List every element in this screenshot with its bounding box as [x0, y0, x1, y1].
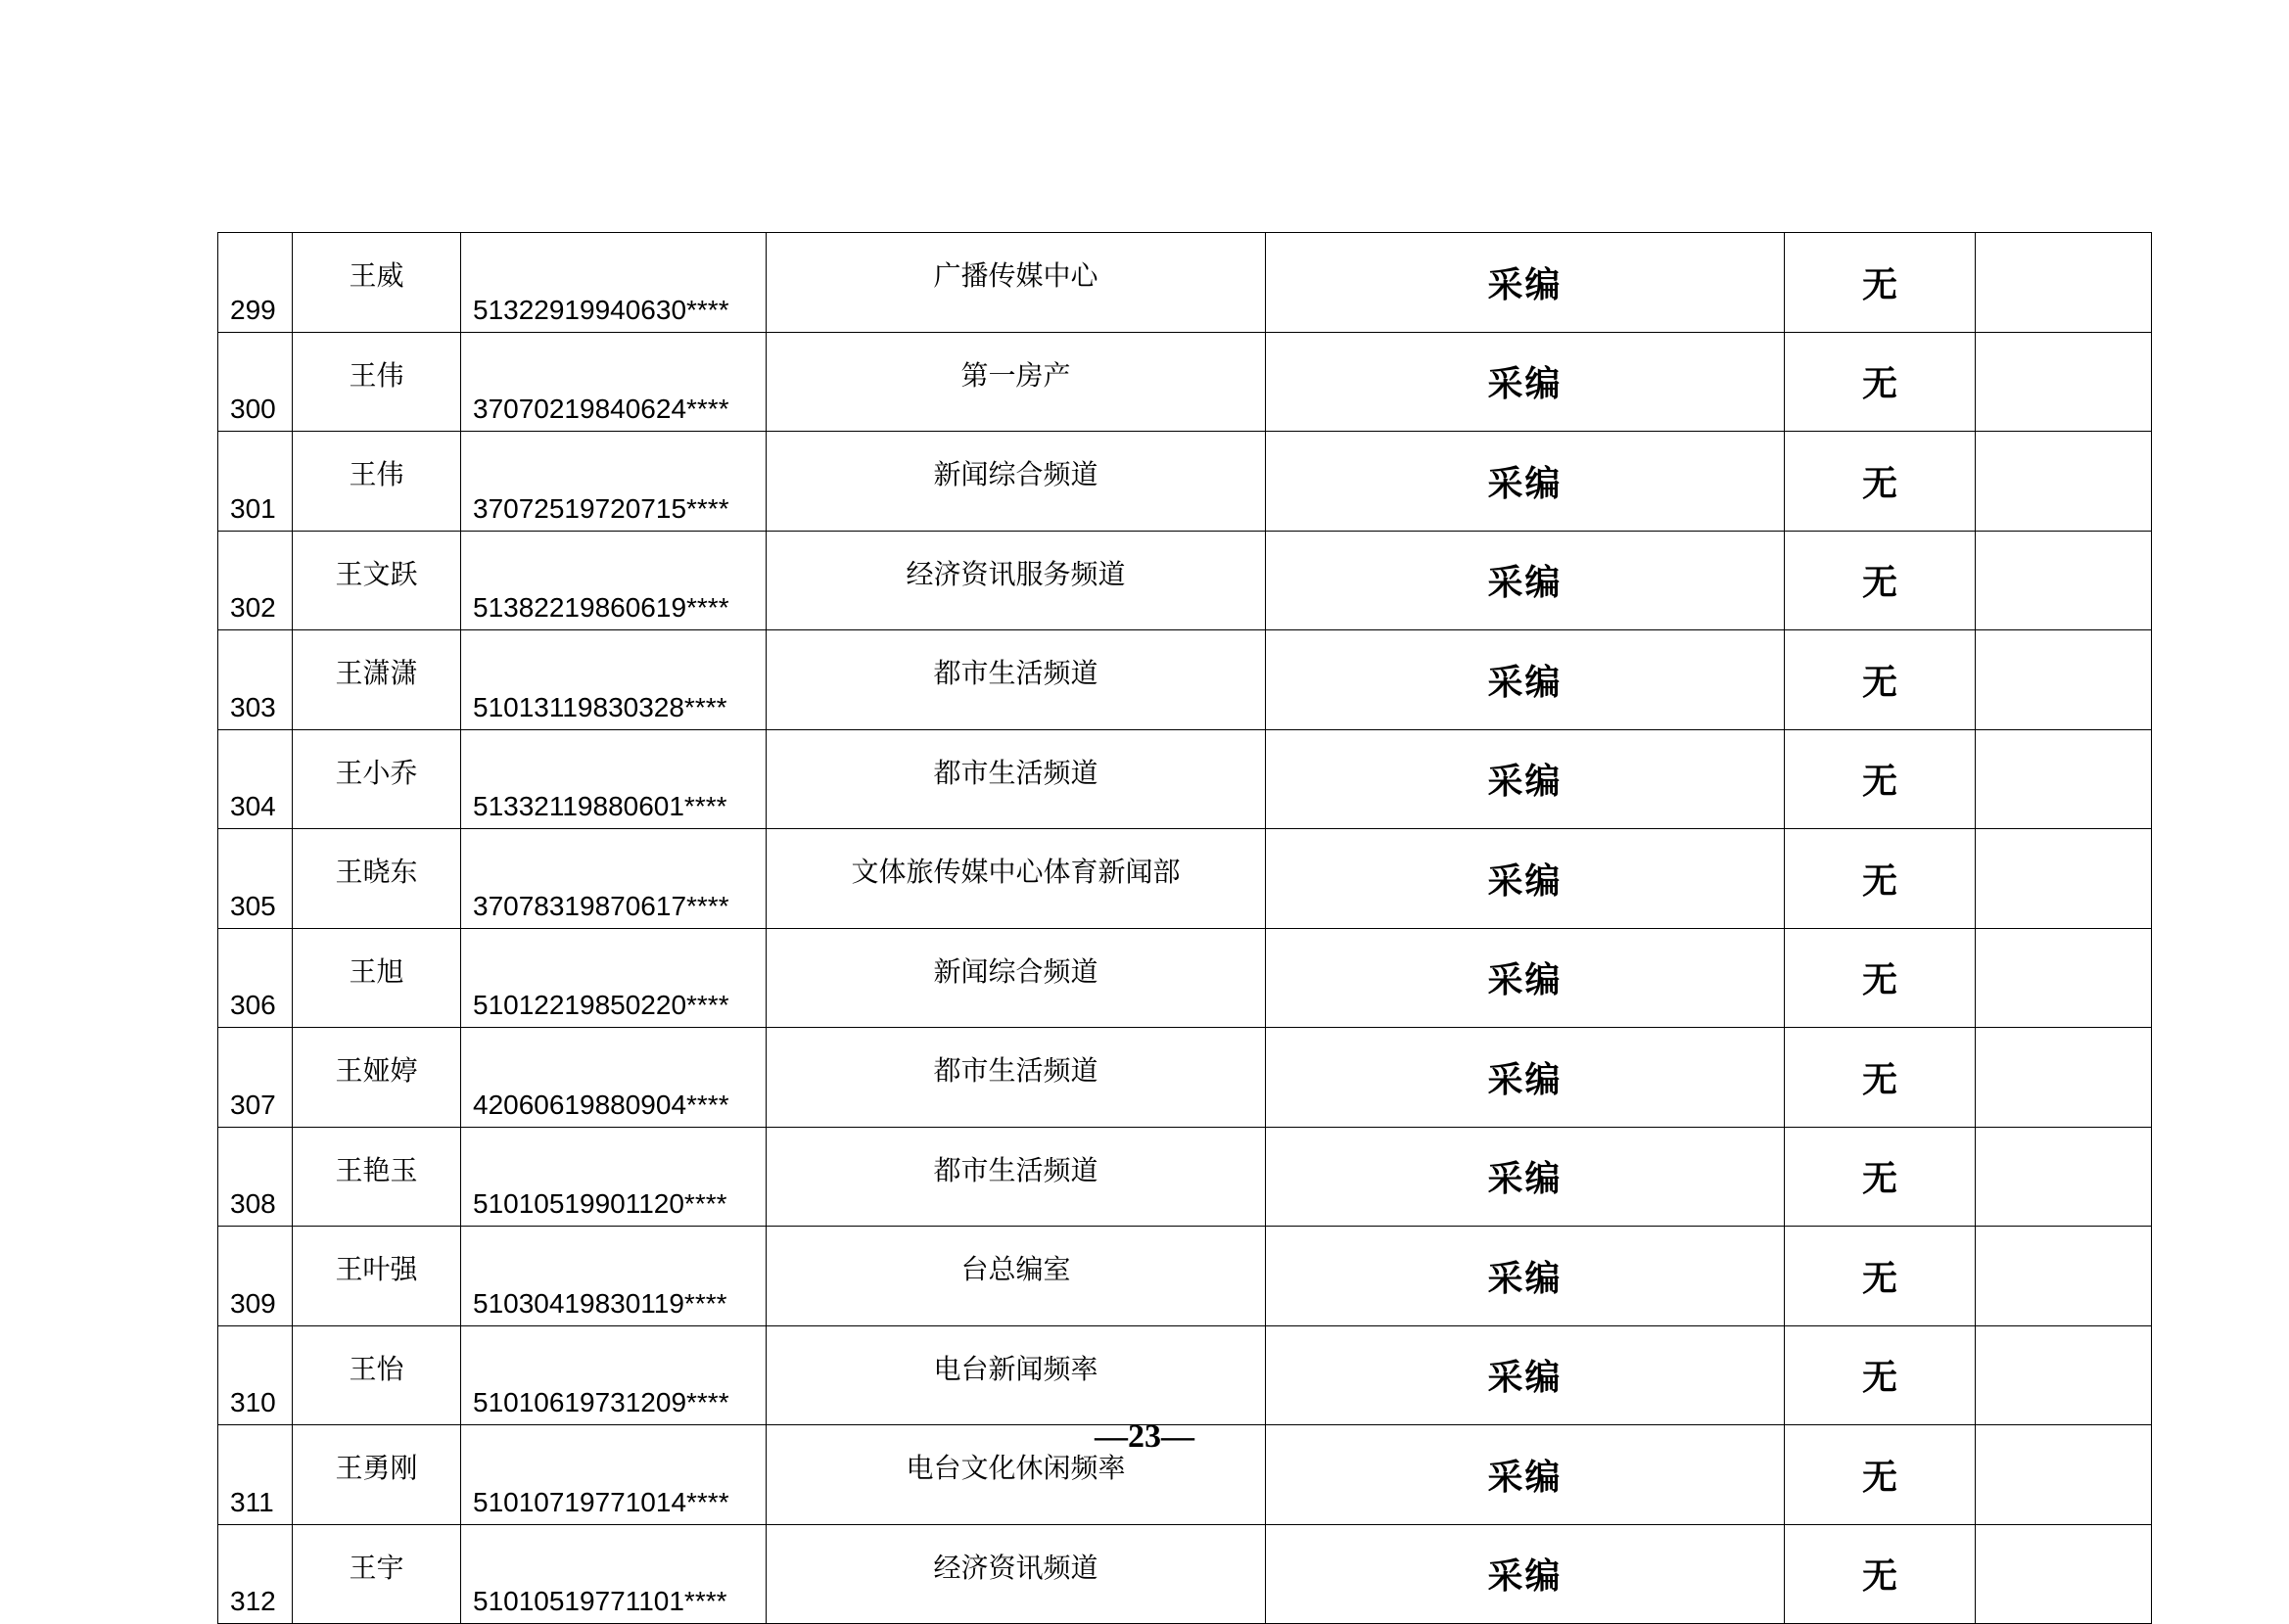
department-cell: 广播传媒中心 — [767, 233, 1266, 333]
row-number-cell: 304 — [218, 729, 293, 829]
role-cell: 采编 — [1266, 233, 1785, 333]
role-cell: 采编 — [1266, 1425, 1785, 1525]
department-cell: 电台新闻频率 — [767, 1325, 1266, 1425]
id-number-cell: 51010519901120**** — [461, 1127, 767, 1227]
role-cell: 采编 — [1266, 630, 1785, 730]
table-row — [218, 630, 2152, 730]
name-cell: 王伟 — [293, 332, 461, 432]
role-cell: 采编 — [1266, 1227, 1785, 1326]
flag-cell: 无 — [1785, 630, 1976, 730]
flag-cell: 无 — [1785, 928, 1976, 1028]
role-cell: 采编 — [1266, 1524, 1785, 1624]
note-cell — [1976, 928, 2152, 1028]
table-row — [218, 1227, 2152, 1326]
table-row — [218, 1028, 2152, 1128]
name-cell: 王威 — [293, 233, 461, 333]
name-cell: 王小乔 — [293, 729, 461, 829]
flag-cell: 无 — [1785, 1028, 1976, 1128]
role-cell: 采编 — [1266, 928, 1785, 1028]
row-number-cell: 305 — [218, 829, 293, 929]
table-body — [218, 233, 2152, 1624]
name-cell: 王勇刚 — [293, 1425, 461, 1525]
table-row — [218, 432, 2152, 532]
table-row — [218, 531, 2152, 630]
table-row — [218, 1127, 2152, 1227]
name-cell: 王宇 — [293, 1524, 461, 1624]
note-cell — [1976, 630, 2152, 730]
id-number-cell: 37072519720715**** — [461, 432, 767, 532]
row-number-cell: 309 — [218, 1227, 293, 1326]
id-number-cell: 51010719771014**** — [461, 1425, 767, 1525]
id-number-cell: 51332119880601**** — [461, 729, 767, 829]
flag-cell: 无 — [1785, 1325, 1976, 1425]
table-row — [218, 1524, 2152, 1624]
note-cell — [1976, 1227, 2152, 1326]
flag-cell: 无 — [1785, 1524, 1976, 1624]
row-number-cell: 301 — [218, 432, 293, 532]
role-cell: 采编 — [1266, 729, 1785, 829]
role-cell: 采编 — [1266, 1127, 1785, 1227]
id-number-cell: 51030419830119**** — [461, 1227, 767, 1326]
row-number-cell: 306 — [218, 928, 293, 1028]
table-row — [218, 332, 2152, 432]
id-number-cell: 51013119830328**** — [461, 630, 767, 730]
id-number-cell: 37078319870617**** — [461, 829, 767, 929]
flag-cell: 无 — [1785, 332, 1976, 432]
role-cell: 采编 — [1266, 1325, 1785, 1425]
role-cell: 采编 — [1266, 829, 1785, 929]
department-cell: 台总编室 — [767, 1227, 1266, 1326]
id-number-cell: 51010619731209**** — [461, 1325, 767, 1425]
note-cell — [1976, 332, 2152, 432]
note-cell — [1976, 829, 2152, 929]
row-number-cell: 308 — [218, 1127, 293, 1227]
id-number-cell: 51322919940630**** — [461, 233, 767, 333]
id-number-cell: 37070219840624**** — [461, 332, 767, 432]
note-cell — [1976, 531, 2152, 630]
page-number: —23— — [1095, 1418, 1194, 1455]
table-row — [218, 1325, 2152, 1425]
department-cell: 都市生活频道 — [767, 729, 1266, 829]
personnel-table — [217, 232, 2152, 1624]
id-number-cell: 51010519771101**** — [461, 1524, 767, 1624]
name-cell: 王晓东 — [293, 829, 461, 929]
flag-cell: 无 — [1785, 531, 1976, 630]
department-cell: 都市生活频道 — [767, 1028, 1266, 1128]
note-cell — [1976, 1127, 2152, 1227]
row-number-cell: 303 — [218, 630, 293, 730]
department-cell: 经济资讯服务频道 — [767, 531, 1266, 630]
department-cell: 新闻综合频道 — [767, 432, 1266, 532]
department-cell: 文体旅传媒中心体育新闻部 — [767, 829, 1266, 929]
note-cell — [1976, 1325, 2152, 1425]
table-row — [218, 233, 2152, 333]
department-cell: 经济资讯频道 — [767, 1524, 1266, 1624]
flag-cell: 无 — [1785, 1127, 1976, 1227]
name-cell: 王伟 — [293, 432, 461, 532]
department-cell: 都市生活频道 — [767, 1127, 1266, 1227]
id-number-cell: 42060619880904**** — [461, 1028, 767, 1128]
department-cell: 新闻综合频道 — [767, 928, 1266, 1028]
name-cell: 王娅婷 — [293, 1028, 461, 1128]
role-cell: 采编 — [1266, 432, 1785, 532]
note-cell — [1976, 1028, 2152, 1128]
row-number-cell: 302 — [218, 531, 293, 630]
role-cell: 采编 — [1266, 1028, 1785, 1128]
department-cell: 电台文化休闲频率 — [767, 1425, 1266, 1525]
note-cell — [1976, 233, 2152, 333]
row-number-cell: 300 — [218, 332, 293, 432]
table-row — [218, 829, 2152, 929]
row-number-cell: 311 — [218, 1425, 293, 1525]
row-number-cell: 307 — [218, 1028, 293, 1128]
role-cell: 采编 — [1266, 332, 1785, 432]
name-cell: 王文跃 — [293, 531, 461, 630]
flag-cell: 无 — [1785, 1425, 1976, 1525]
flag-cell: 无 — [1785, 829, 1976, 929]
name-cell: 王怡 — [293, 1325, 461, 1425]
department-cell: 第一房产 — [767, 332, 1266, 432]
id-number-cell: 51382219860619**** — [461, 531, 767, 630]
flag-cell: 无 — [1785, 1227, 1976, 1326]
name-cell: 王艳玉 — [293, 1127, 461, 1227]
note-cell — [1976, 1524, 2152, 1624]
row-number-cell: 299 — [218, 233, 293, 333]
name-cell: 王潇潇 — [293, 630, 461, 730]
name-cell: 王叶强 — [293, 1227, 461, 1326]
row-number-cell: 310 — [218, 1325, 293, 1425]
name-cell: 王旭 — [293, 928, 461, 1028]
note-cell — [1976, 432, 2152, 532]
table-row — [218, 729, 2152, 829]
id-number-cell: 51012219850220**** — [461, 928, 767, 1028]
department-cell: 都市生活频道 — [767, 630, 1266, 730]
note-cell — [1976, 729, 2152, 829]
flag-cell: 无 — [1785, 729, 1976, 829]
flag-cell: 无 — [1785, 233, 1976, 333]
role-cell: 采编 — [1266, 531, 1785, 630]
row-number-cell: 312 — [218, 1524, 293, 1624]
table-row — [218, 928, 2152, 1028]
flag-cell: 无 — [1785, 432, 1976, 532]
